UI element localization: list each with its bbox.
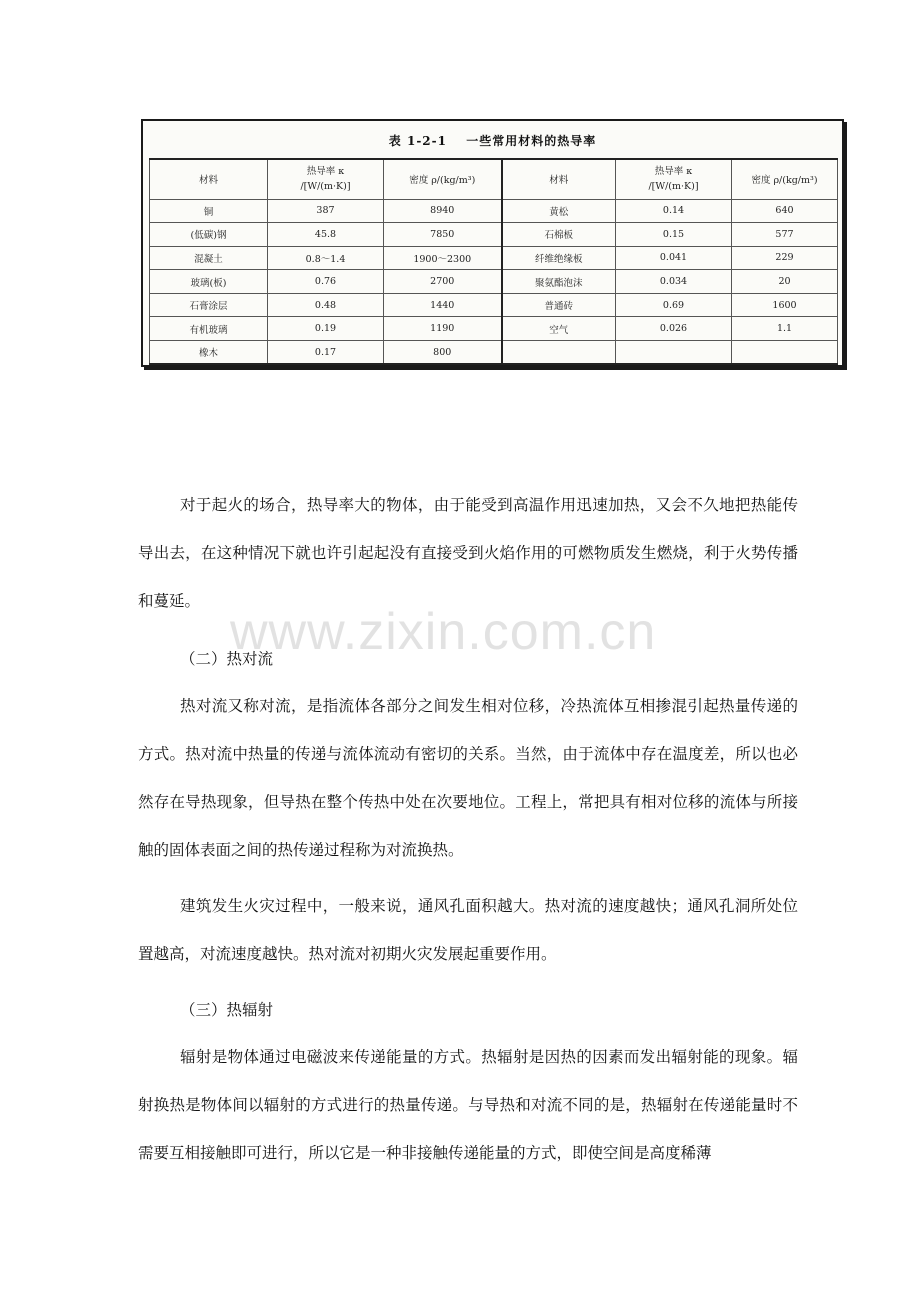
- cell-density: 8940: [384, 199, 502, 223]
- table-caption-title: 一些常用材料的热导率: [466, 134, 597, 148]
- paragraph-line: 建筑发生火灾过程中，一般来说，通风孔面积越大。热对流的速度越快；通风孔洞所: [180, 897, 767, 915]
- header-conductivity-line2: /[W/(m·K)]: [648, 181, 699, 193]
- table-row: [150, 223, 838, 247]
- paragraph-radiation-definition: [138, 1033, 798, 1177]
- paragraph-building-fire: [138, 882, 798, 978]
- cell-density: 7850: [384, 223, 502, 247]
- cell-conductivity: 0.8～1.4: [268, 246, 384, 270]
- cell-material: 石棉板: [502, 223, 616, 247]
- table-row: [150, 293, 838, 317]
- paragraph-text: 辐射换热是物体间以辐射的方式进行的热量传递。与导热和对流不同的是，热辐射在传递能量时不需要互相接触即可进行，所以它是一种非接触传递能量的方式，即使空间是高度稀薄: [138, 1048, 798, 1162]
- header-conductivity: [616, 159, 732, 199]
- section-heading-convection: （二）热对流: [180, 650, 274, 668]
- cell-material: 聚氨酯泡沫: [502, 270, 616, 294]
- section-heading-radiation: （三）热辐射: [180, 1001, 274, 1019]
- cell-density: 229: [732, 246, 838, 270]
- paragraph-text: 递的方式。热对流中热量的传递与流体流动有密切的关系。当然，由于流体中存在温度差，所以也必然存在导热现象，但导热在整个传热中处在次要地位。工程上，常把具有相对位移的流体与所接触的固体表面之间的热传递过程称为对流换热。: [138, 697, 798, 859]
- cell-conductivity: 0.69: [616, 293, 732, 317]
- cell-material: 有机玻璃: [150, 317, 268, 341]
- cell-conductivity: 0.48: [268, 293, 384, 317]
- cell-density: 1600: [732, 293, 838, 317]
- cell-material: [502, 341, 616, 365]
- paragraph-text: 处位置越高，对流速度越快。热对流对初期火灾发展起重要作用。: [138, 897, 798, 963]
- table-row: [150, 341, 838, 365]
- paragraph-line: 对于起火的场合，热导率大的物体，由于能受到高温作用迅速加热，又会不久地把热: [180, 496, 767, 514]
- paragraph-fire-conduction: [138, 481, 798, 625]
- cell-density: [732, 341, 838, 365]
- cell-conductivity: 0.15: [616, 223, 732, 247]
- cell-material: 混凝土: [150, 246, 268, 270]
- table-figure: [141, 119, 844, 367]
- paragraph-line: 辐射是物体通过电磁波来传递能量的方式。热辐射是因热的因素而发出辐射能的现象。: [180, 1048, 783, 1066]
- cell-conductivity: 387: [268, 199, 384, 223]
- header-conductivity-line1: 热导率 κ: [306, 166, 345, 178]
- cell-material: 普通砖: [502, 293, 616, 317]
- cell-material: 石膏涂层: [150, 293, 268, 317]
- cell-density: 2700: [384, 270, 502, 294]
- header-material: 材料: [150, 159, 268, 199]
- cell-density: 1.1: [732, 317, 838, 341]
- cell-conductivity: 0.19: [268, 317, 384, 341]
- cell-density: 577: [732, 223, 838, 247]
- cell-conductivity: 0.17: [268, 341, 384, 365]
- cell-density: 800: [384, 341, 502, 365]
- table-row: [150, 199, 838, 223]
- cell-density: 1440: [384, 293, 502, 317]
- cell-material: 玻璃(板): [150, 270, 268, 294]
- cell-conductivity: [616, 341, 732, 365]
- table-header-row: [150, 159, 838, 199]
- header-conductivity-line2: /[W/(m·K)]: [300, 181, 351, 193]
- cell-conductivity: 0.034: [616, 270, 732, 294]
- table-row: [150, 270, 838, 294]
- cell-conductivity: 0.14: [616, 199, 732, 223]
- table-caption: [143, 121, 842, 158]
- header-density: 密度 ρ/(kg/m³): [384, 159, 502, 199]
- cell-material: 橡木: [150, 341, 268, 365]
- cell-density: 20: [732, 270, 838, 294]
- table-row: [150, 317, 838, 341]
- header-conductivity-line1: 热导率 κ: [654, 166, 693, 178]
- header-material: 材料: [502, 159, 616, 199]
- site-watermark: www.zixin.com.cn: [230, 603, 657, 661]
- paragraph-line: 热对流又称对流，是指流体各部分之间发生相对位移，冷热流体互相掺混引起热量传: [180, 697, 767, 715]
- table-caption-label: 表 1-2-1: [388, 134, 447, 148]
- cell-density: 640: [732, 199, 838, 223]
- cell-conductivity: 0.76: [268, 270, 384, 294]
- cell-density: 1190: [384, 317, 502, 341]
- cell-material: 纤维绝缘板: [502, 246, 616, 270]
- cell-conductivity: 45.8: [268, 223, 384, 247]
- paragraph-convection-definition: [138, 682, 798, 874]
- cell-conductivity: 0.041: [616, 246, 732, 270]
- cell-material: 空气: [502, 317, 616, 341]
- cell-material: 铜: [150, 199, 268, 223]
- cell-density: 1900～2300: [384, 246, 502, 270]
- cell-material: 黄松: [502, 199, 616, 223]
- header-conductivity: [268, 159, 384, 199]
- cell-material: (低碳)钢: [150, 223, 268, 247]
- table-row: [150, 246, 838, 270]
- conductivity-table: [149, 158, 838, 365]
- cell-conductivity: 0.026: [616, 317, 732, 341]
- header-density: 密度 ρ/(kg/m³): [732, 159, 838, 199]
- paragraph-text: 能传导出去，在这种情况下就也许引起起没有直接受到火焰作用的可燃物质发生燃烧，利于火势传播和蔓延。: [138, 496, 798, 610]
